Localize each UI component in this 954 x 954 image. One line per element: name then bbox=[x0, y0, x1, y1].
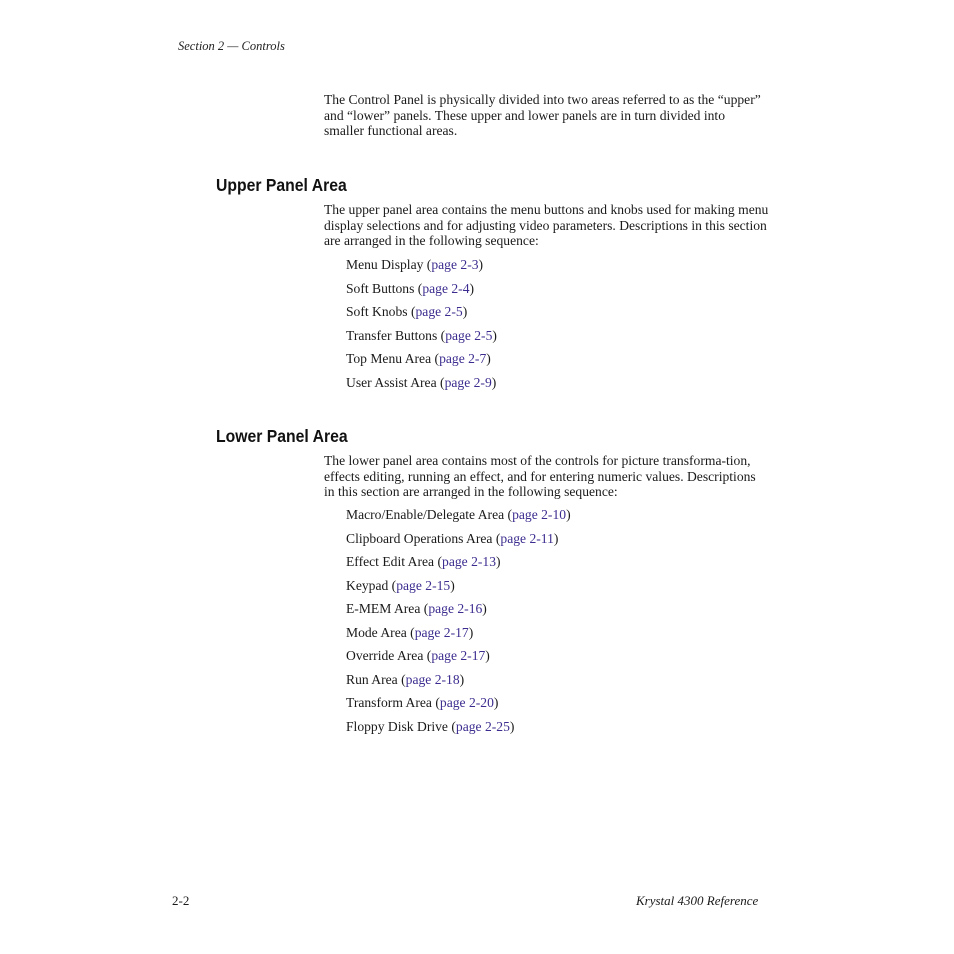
list-item: Top Menu Area (page 2-7) bbox=[346, 351, 491, 366]
page-reference-link[interactable]: page 2-4 bbox=[422, 280, 470, 296]
upper-panel-list bbox=[346, 257, 497, 398]
upper-panel-heading: Upper Panel Area bbox=[216, 175, 347, 195]
list-item: Transform Area (page 2-20) bbox=[346, 695, 499, 710]
list-item: Soft Knobs (page 2-5) bbox=[346, 304, 468, 319]
page-reference-link[interactable]: page 2-10 bbox=[512, 507, 567, 522]
list-item: Effect Edit Area (page 2-13) bbox=[346, 554, 501, 569]
list-item: Keypad (page 2-15) bbox=[346, 577, 455, 593]
list-item-label: Transfer Buttons bbox=[346, 327, 438, 343]
list-item-label: Floppy Disk Drive bbox=[346, 718, 448, 734]
page-reference-link[interactable]: page 2-7 bbox=[439, 351, 487, 366]
page-reference-link[interactable]: page 2-15 bbox=[396, 577, 451, 593]
upper-panel-paragraph: The upper panel area contains the menu buttons and knobs used for making menu display selections and for adjusting video parameters. Descriptions in this section are arranged in the following sequence: bbox=[324, 202, 769, 249]
list-item: Menu Display (page 2-3) bbox=[346, 257, 484, 272]
page-reference-link[interactable]: page 2-25 bbox=[455, 718, 510, 734]
list-item-label: User Assist Area bbox=[346, 374, 437, 390]
list-item: Macro/Enable/Delegate Area (page 2-10) bbox=[346, 507, 571, 522]
list-item: Mode Area (page 2-17) bbox=[346, 624, 474, 640]
list-item: Floppy Disk Drive (page 2-25) bbox=[346, 718, 515, 734]
page-reference-link[interactable]: page 2-16 bbox=[428, 601, 483, 616]
footer-book-title: Krystal 4300 Reference bbox=[636, 893, 759, 908]
list-item-label: Soft Knobs bbox=[346, 304, 408, 319]
running-head: Section 2 — Controls bbox=[178, 39, 285, 53]
list-item-label: Soft Buttons bbox=[346, 280, 415, 296]
list-item: Transfer Buttons (page 2-5) bbox=[346, 327, 497, 343]
lower-panel-list bbox=[346, 507, 571, 742]
list-item-label: Clipboard Operations Area bbox=[346, 530, 493, 546]
page-reference-link[interactable]: page 2-5 bbox=[445, 327, 493, 343]
page-reference-link[interactable]: page 2-20 bbox=[439, 695, 494, 710]
list-item-label: Transform Area bbox=[346, 695, 432, 710]
page-reference-link[interactable]: page 2-17 bbox=[431, 648, 486, 663]
page-reference-link[interactable]: page 2-3 bbox=[431, 257, 479, 272]
list-item: Run Area (page 2-18) bbox=[346, 671, 465, 687]
list-item-label: Macro/Enable/Delegate Area bbox=[346, 507, 505, 522]
page-reference-link[interactable]: page 2-13 bbox=[442, 554, 496, 569]
list-item-label: Menu Display bbox=[346, 257, 424, 272]
list-item: Override Area (page 2-17) bbox=[346, 648, 490, 663]
intro-paragraph: The Control Panel is physically divided into two areas referred to as the “upper” and “lower” panels. These upper and lower panels are in turn divided into smaller functional areas. bbox=[324, 92, 761, 139]
page-reference-link[interactable]: page 2-18 bbox=[405, 671, 460, 687]
page-reference-link[interactable]: page 2-17 bbox=[414, 624, 469, 640]
page-reference-link[interactable]: page 2-5 bbox=[415, 304, 463, 319]
list-item-label: E-MEM Area bbox=[346, 601, 421, 616]
list-item-label: Mode Area bbox=[346, 624, 407, 640]
list-item-label: Override Area bbox=[346, 648, 424, 663]
list-item-label: Keypad bbox=[346, 577, 389, 593]
list-item: Soft Buttons (page 2-4) bbox=[346, 280, 475, 296]
lower-panel-heading: Lower Panel Area bbox=[216, 426, 348, 446]
page-reference-link[interactable]: page 2-9 bbox=[444, 374, 492, 390]
list-item: E-MEM Area (page 2-16) bbox=[346, 601, 487, 616]
list-item: User Assist Area (page 2-9) bbox=[346, 374, 497, 390]
list-item-label: Top Menu Area bbox=[346, 351, 432, 366]
list-item: Clipboard Operations Area (page 2-11) bbox=[346, 530, 559, 546]
page-reference-link[interactable]: page 2-11 bbox=[500, 530, 554, 546]
list-item-label: Run Area bbox=[346, 671, 398, 687]
footer-page-number: 2-2 bbox=[172, 893, 190, 908]
list-item-label: Effect Edit Area bbox=[346, 554, 435, 569]
lower-panel-paragraph: The lower panel area contains most of the controls for picture transforma-tion, effects editing, running an effect, and for entering numeric values. Descriptions in this section are arranged in the following sequence: bbox=[324, 453, 756, 500]
